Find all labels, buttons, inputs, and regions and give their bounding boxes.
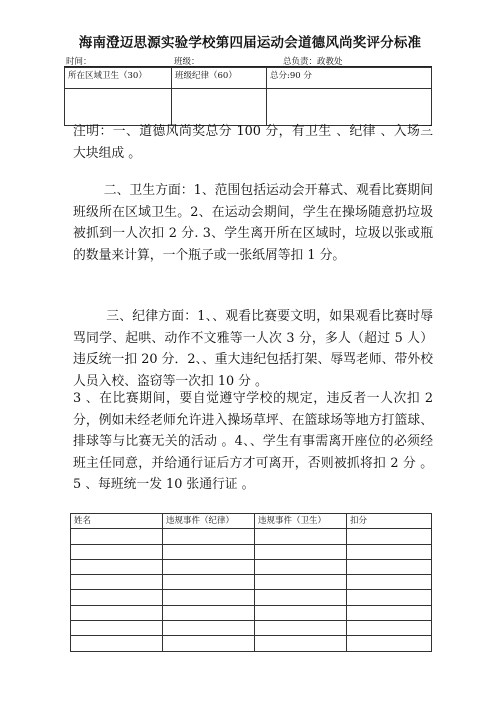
paragraph-discipline: 三、纪律方面：1、、观看比赛要文明，如果观看比赛时辱骂同学、起哄、动作不文雅等一人次 3 分，多人（超过 5 人）违反统一扣 20 分．2、、重大违纪包括打架、辱骂老师、带外校人员入校、盗窃等一次扣 10 分 。 [73, 309, 433, 389]
table-row [71, 605, 432, 620]
table-row [71, 559, 432, 574]
table-row [71, 529, 432, 544]
table-row [71, 575, 432, 590]
score-table [64, 67, 432, 126]
violation-header-deduction: 扣分 [347, 514, 432, 529]
score-header-hygiene: 所在区域卫生（30） [65, 68, 172, 89]
class-label: 班级： [174, 57, 200, 67]
owner-label: 总负责：政教处 [283, 57, 343, 67]
document-title: 海南澄迈思源实验学校第四届运动会道德风尚奖评分标准 [78, 35, 422, 51]
table-row [71, 590, 432, 605]
violation-header-hygiene: 违规事件（卫生） [255, 514, 347, 529]
score-header-discipline: 班级纪律（60） [172, 68, 267, 89]
paragraph-hygiene: 二、卫生方面：1、范围包括运动会开幕式、观看比赛期间班级所在区域卫生。2、在运动会期间，学生在操场随意扔垃圾被抓到一人次扣 2 分. 3、学生离开所在区域时，垃圾以张或瓶的数量来计算，一个瓶子或一张纸屑等扣 1 分。 [73, 183, 433, 263]
violation-table [70, 513, 432, 652]
violation-header-name: 姓名 [71, 514, 163, 529]
time-label: 时间： [66, 57, 92, 67]
table-row [71, 636, 432, 651]
paragraph-note: 注明：一、道德风尚奖总分 100 分，有卫生 、纪律 、入场三大块组成 。 [73, 124, 433, 161]
table-row [71, 621, 432, 636]
paragraph-rules: 3 、在比赛期间，要自觉遵守学校的规定，违反者一人次扣 2 分，例如未经老师允许进入操场草坪、在篮球场等地方打篮球、排球等与比赛无关的活动 。4、、学生有事需离开座位的必须经班主任同意，并给通行证后方才可离开，否则被抓将扣 2 分 。5 、每班统一发 10 张通行证 。 [73, 391, 433, 492]
violation-header-discipline: 违规事件（纪律） [163, 514, 255, 529]
score-cell-hygiene [65, 89, 172, 126]
score-cell-total [267, 89, 432, 126]
score-cell-discipline [172, 89, 267, 126]
score-header-total: 总分:90 分 [267, 68, 432, 89]
table-row [71, 544, 432, 559]
